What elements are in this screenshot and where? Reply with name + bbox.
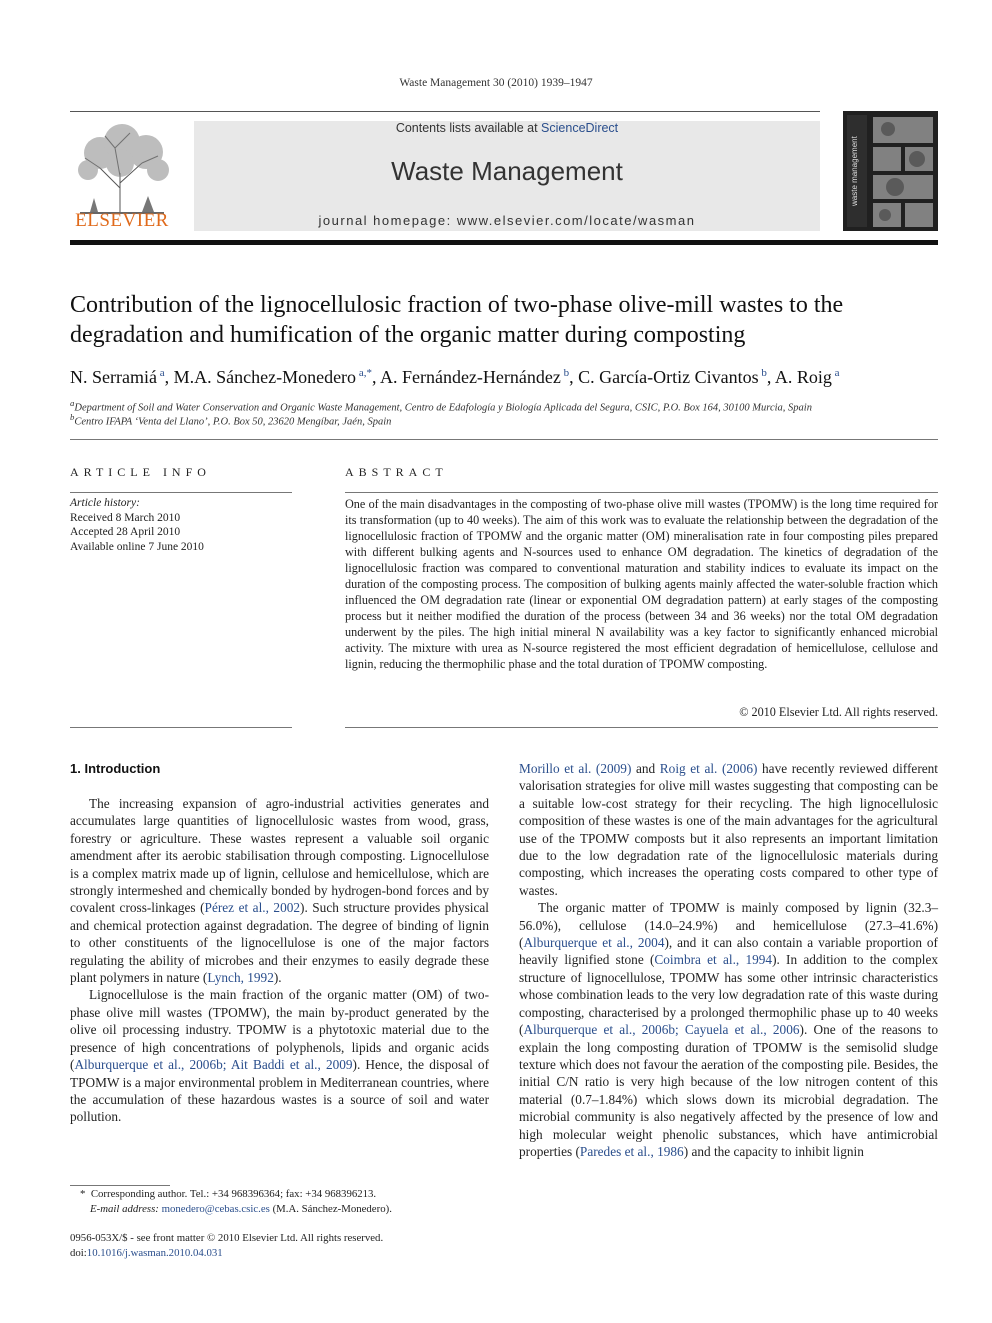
citation-link[interactable]: Alburquerque et al., 2006b; Cayuela et al., 2006: [523, 1022, 800, 1038]
author-name: A. Fernández-Hernández: [379, 367, 561, 387]
abstract-copyright: © 2010 Elsevier Ltd. All rights reserved.: [739, 705, 938, 719]
contents-prefix: Contents lists available at: [395, 121, 542, 135]
citation-link[interactable]: Pérez et al., 2002: [204, 900, 301, 916]
author-affiliation-marker[interactable]: a,*: [356, 367, 372, 379]
article-title: Contribution of the lignocellulosic fraction of two-phase olive-mill wastes to the degradation and humification of the organic matter during composting: [70, 292, 844, 348]
elsevier-wordmark: ELSEVIER: [75, 210, 169, 231]
cover-title: waste management: [850, 136, 859, 206]
author-list: N. Serramiá $^a$, M.A. Sánchez-Monedero $^{a,*}$, A. Fernández-Hernández $^b$, C. García-Ortiz Civantos $^b$, A. Roig $^a$: [70, 367, 840, 387]
abstract-text: One of the main disadvantages in the composting of two-phase olive mill wastes (TPOMW) is the long time required for its transformation (up to 40 weeks). The aim of this work was to evaluate the relationship between the degradation of the lignocellulosic fraction of TPOMW and the organic matter (OM) mineralisation rate in four composting piles prepared with different bulking agents and N-sources used to enhance OM degradation. The kinetics of degradation of the lignocellulosic fraction was compared to conventional maturation and stability indices to evaluate its impact on the duration of the composting process. The composition of bulking agents mainly affected the water-soluble fraction which influenced the OM degradation rate (linear or exponential OM degradation pattern) at early stages of the composting process but it neither modified the duration of the process (between 34 and 36 weeks) nor the total OM degradation underwent by the piles. The high initial mineral N availability was a key factor to significantly enhanced microbial activity. The mixture with urea as N-source registered the most efficient degradation of hemicellulose, cellulose and lignin, reducing the thermophilic phase and the total duration of TPOMW composting.: [345, 497, 938, 671]
abstract-heading: ABSTRACT: [345, 465, 448, 479]
intro-paragraph-4: The organic matter of TPOMW is mainly composed by lignin (32.3–56.0%), cellulose (14.0–24.9%) and hemicellulose (27.3–41.6%) (Alburquerque et al., 2004), and it can also contain a variable proportion of heavily lignified stone (Coimbra et al., 1994). In addition to the complex structure of lignocellulose, TPOMW has some other intrinsic characteristics whose combination leads to the very low degradation rate of this waste during composting, characterised by a prolonged thermophilic phase up to 40 weeks (Alburquerque et al., 2006b; Cayuela et al., 2006). One of the reasons to explain the long composting duration of TPOMW is the semisolid sludge texture which does not favour the aeration of the composting pile. Besides, the initial C/N ratio is very high because of the low nitrogen content of this material (0.7–1.84%) which slows down its microbial degradation. The microbial community is also negatively affected by the presence of low and high molecular weight phenolic substances, which have antimicrobial properties (Paredes et al., 1986) and the capacity to inhibit lignin: [519, 900, 938, 1159]
citation-link[interactable]: Morillo et al. (2009): [519, 761, 632, 776]
author-name: M.A. Sánchez-Monedero: [173, 367, 357, 387]
author-affiliation-marker[interactable]: a: [831, 367, 840, 379]
article-info-bottom-rule: [70, 727, 292, 728]
journal-title: Waste Management: [391, 156, 623, 186]
email-link[interactable]: monedero@cebas.csic.es: [161, 1202, 270, 1215]
abstract-rule: [345, 492, 938, 493]
author-affiliation-marker[interactable]: b: [758, 367, 767, 379]
citation-link[interactable]: Lynch, 1992: [207, 970, 274, 986]
citation-link[interactable]: Coimbra et al., 1994: [654, 952, 773, 968]
section-rule: [70, 439, 938, 440]
doi-link[interactable]: 10.1016/j.wasman.2010.04.031: [86, 1246, 223, 1259]
author-name: N. Serramiá: [70, 367, 157, 387]
contents-line: [194, 121, 820, 135]
header-rule: [70, 111, 820, 112]
journal-cover-image: [843, 111, 938, 231]
sciencedirect-link[interactable]: ScienceDirect: [541, 121, 619, 135]
article-info-heading: ARTICLE INFO: [70, 465, 211, 479]
article-history-label: Article history:: [70, 497, 140, 509]
introduction-heading: 1. Introduction: [70, 761, 161, 776]
issn-line: 0956-053X/$ - see front matter © 2010 Elsevier Ltd. All rights reserved.: [70, 1232, 384, 1244]
email-label: E-mail address:: [90, 1202, 159, 1215]
received-date: Received 8 March 2010: [70, 511, 181, 524]
body-column-left: [70, 795, 489, 1126]
corresponding-author-text: Corresponding author. Tel.: +34 968396364; fax: +34 968396213.: [90, 1188, 377, 1200]
citation-link[interactable]: Alburquerque et al., 2004: [523, 935, 665, 951]
affiliation-b: $^b$Centro IFAPA ‘Venta del Llano’, P.O. Box 50, 23620 Mengíbar, Jaén, Spain: [70, 412, 392, 428]
corresponding-footnote: * Corresponding author. Tel.: +34 968396364; fax: +34 968396213. E-mail address: monedero@cebas.csic.es (M.A. Sánchez-Monedero).: [80, 1188, 392, 1215]
masthead-bottom-bar: [70, 240, 938, 245]
citation-link[interactable]: Roig et al. (2006): [659, 761, 758, 776]
article-info-rule: [70, 492, 292, 493]
accepted-date: Accepted 28 April 2010: [70, 526, 181, 538]
footnote-rule: [70, 1185, 170, 1186]
doi-line: doi:10.1016/j.wasman.2010.04.031: [70, 1246, 223, 1259]
journal-citation: Waste Management 30 (2010) 1939–1947: [399, 77, 593, 89]
intro-paragraph-3: Morillo et al. (2009) and Roig et al. (2006) have recently reviewed different valorisation strategies for olive mill wastes suggesting that composting can be a suitable low-cost strategy for their recycling. The high lignocellulosic composition of these wastes is one of the main advantages for the agricultural use of the TPOMW composts but it also represents an important limitation due to the low degradation rate of the lignocellulosic materials during composting, which increases the operating costs compared to other type of wastes.: [519, 761, 938, 898]
intro-paragraph-2: Lignocellulose is the main fraction of the organic matter (OM) of two-phase olive mill wastes (TPOMW), the main by-product generated by the olive oil processing industry. TPOMW is a phytotoxic material due to the presence of high concentrations of polyphenols, lipids and organic acids (Alburquerque et al., 2006b; Ait Baddi et al., 2009). Hence, the disposal of TPOMW is a major environmental problem in Mediterranean countries, where the accumulation of these hazardous wastes is a source of soil and water pollution.: [70, 987, 489, 1125]
article-history: [70, 496, 292, 554]
author-name: A. Roig: [774, 367, 832, 387]
intro-paragraph-1: The increasing expansion of agro-industrial activities generates and accumulates large quantities of lignocellulosic wastes from wood, grass, forestry or agriculture. These wastes represent a valuable soil organic amendment after its aerobic stabilisation through composting. Lignocellulose is a complex matrix made up of lignin, cellulose and hemicellulose, which are strongly intermeshed and chemically bonded by hydrogen-bond forces and by covalent cross-linkages (Pérez et al., 2002). Such structure provides physical and chemical protection against degradation. The degree of binding of lignin to other constituents of the lignocellulose is one of the major factors regulating the ability of microbes and their enzymes to easily degrade these plant polymers in nature (Lynch, 1992).: [70, 796, 489, 986]
citation-link[interactable]: Paredes et al., 1986: [579, 1143, 684, 1159]
journal-homepage[interactable]: journal homepage: www.elsevier.com/locate/wasman: [318, 213, 696, 228]
abstract-bottom-rule: [345, 727, 938, 728]
citation-link[interactable]: Alburquerque et al., 2006b; Ait Baddi et al., 2009: [74, 1057, 353, 1073]
author-affiliation-marker[interactable]: b: [560, 367, 570, 379]
affiliation-a: $^a$Department of Soil and Water Conservation and Organic Waste Management, Centro de Edafología y Biología Aplicada del Segura, CSIC, P.O. Box 164, 30100 Murcia, Spain: [70, 398, 812, 414]
online-date: Available online 7 June 2010: [70, 540, 204, 553]
author-affiliation-marker[interactable]: a: [156, 367, 165, 379]
author-name: C. García-Ortiz Civantos: [578, 367, 759, 387]
body-column-right: [519, 760, 938, 1160]
front-matter: [70, 1231, 489, 1260]
